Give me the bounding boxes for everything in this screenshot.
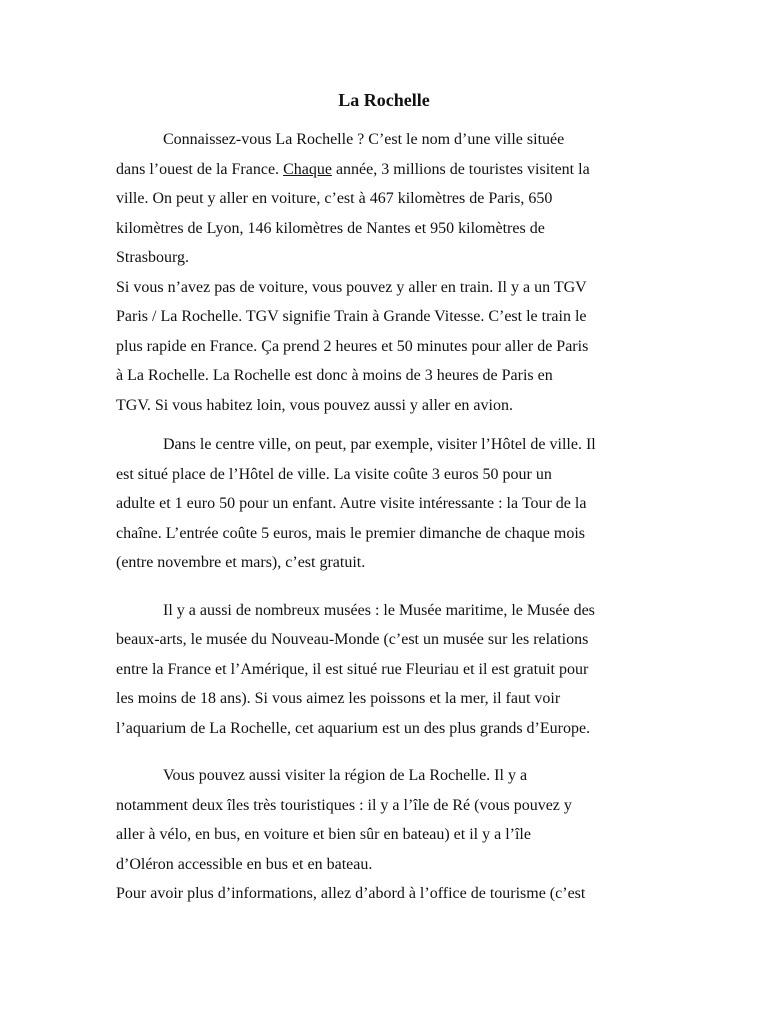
text-line: TGV. Si vous habitez loin, vous pouvez aussi y aller en avion. (116, 396, 513, 414)
paragraph-spacer (116, 578, 652, 596)
text-line: kilomètres de Lyon, 146 kilomètres de Nantes et 950 kilomètres de (116, 219, 545, 237)
text-line: ville. On peut y aller en voiture, c’est à 467 kilomètres de Paris, 650 (116, 190, 553, 207)
text-line: Paris / La Rochelle. TGV signifie Train à Grande Vitesse. C’est le train le (116, 308, 587, 325)
text-line (116, 155, 652, 185)
paragraph-spacer (116, 743, 652, 761)
document-title: La Rochelle (338, 90, 430, 110)
text-line: entre la France et l’Amérique, il est situé rue Fleuriau et il est gratuit pour (116, 660, 589, 678)
paragraph-1 (116, 125, 652, 420)
text-line: Pour avoir plus d’informations, allez d’abord à l’office de tourisme (c’est (116, 885, 586, 902)
text-line: est situé place de l’Hôtel de ville. La visite coûte 3 euros 50 pour un (116, 465, 552, 483)
text-line: Connaissez-vous La Rochelle ? C’est le nom d’une ville située (163, 131, 565, 148)
text-span: année, 3 millions de touristes visitent la (331, 160, 590, 178)
text-line: Il y a aussi de nombreux musées : le Musée maritime, le Musée des (163, 601, 595, 619)
text-line: plus rapide en France. Ça prend 2 heures et 50 minutes pour aller de Paris (116, 337, 589, 355)
paragraph-spacer (116, 420, 652, 430)
text-span: dans l’ouest de la France. (116, 160, 284, 178)
text-line: aller à vélo, en bus, en voiture et bien sûr en bateau) et il y a l’île (116, 826, 531, 843)
text-line: notamment deux îles très touristiques : il y a l’île de Ré (vous pouvez y (116, 796, 572, 814)
text-line: (entre novembre et mars), c’est gratuit. (116, 554, 366, 571)
paragraph-4 (116, 761, 652, 909)
text-line: Si vous n’avez pas de voiture, vous pouvez y aller en train. Il y a un TGV (116, 278, 587, 296)
paragraph-2 (116, 430, 652, 578)
paragraph-3 (116, 596, 652, 744)
text-line: chaîne. L’entrée coûte 5 euros, mais le premier dimanche de chaque mois (116, 524, 585, 542)
text-line: les moins de 18 ans). Si vous aimez les poissons et la mer, il faut voir (116, 690, 561, 707)
document-page (116, 86, 652, 909)
text-line: à La Rochelle. La Rochelle est donc à moins de 3 heures de Paris en (116, 367, 553, 384)
text-line: adulte et 1 euro 50 pour un enfant. Autre visite intéressante : la Tour de la (116, 495, 587, 512)
underlined-word: Chaque (283, 160, 332, 178)
text-line: Vous pouvez aussi visiter la région de La Rochelle. Il y a (163, 767, 528, 784)
text-line: d’Oléron accessible en bus et en bateau. (116, 855, 373, 873)
text-line: Strasbourg. (116, 249, 190, 266)
text-line: beaux-arts, le musée du Nouveau-Monde (c’est un musée sur les relations (116, 631, 589, 648)
text-line: Dans le centre ville, on peut, par exemple, visiter l’Hôtel de ville. Il (163, 436, 596, 453)
text-line: l’aquarium de La Rochelle, cet aquarium est un des plus grands d’Europe. (116, 719, 591, 737)
